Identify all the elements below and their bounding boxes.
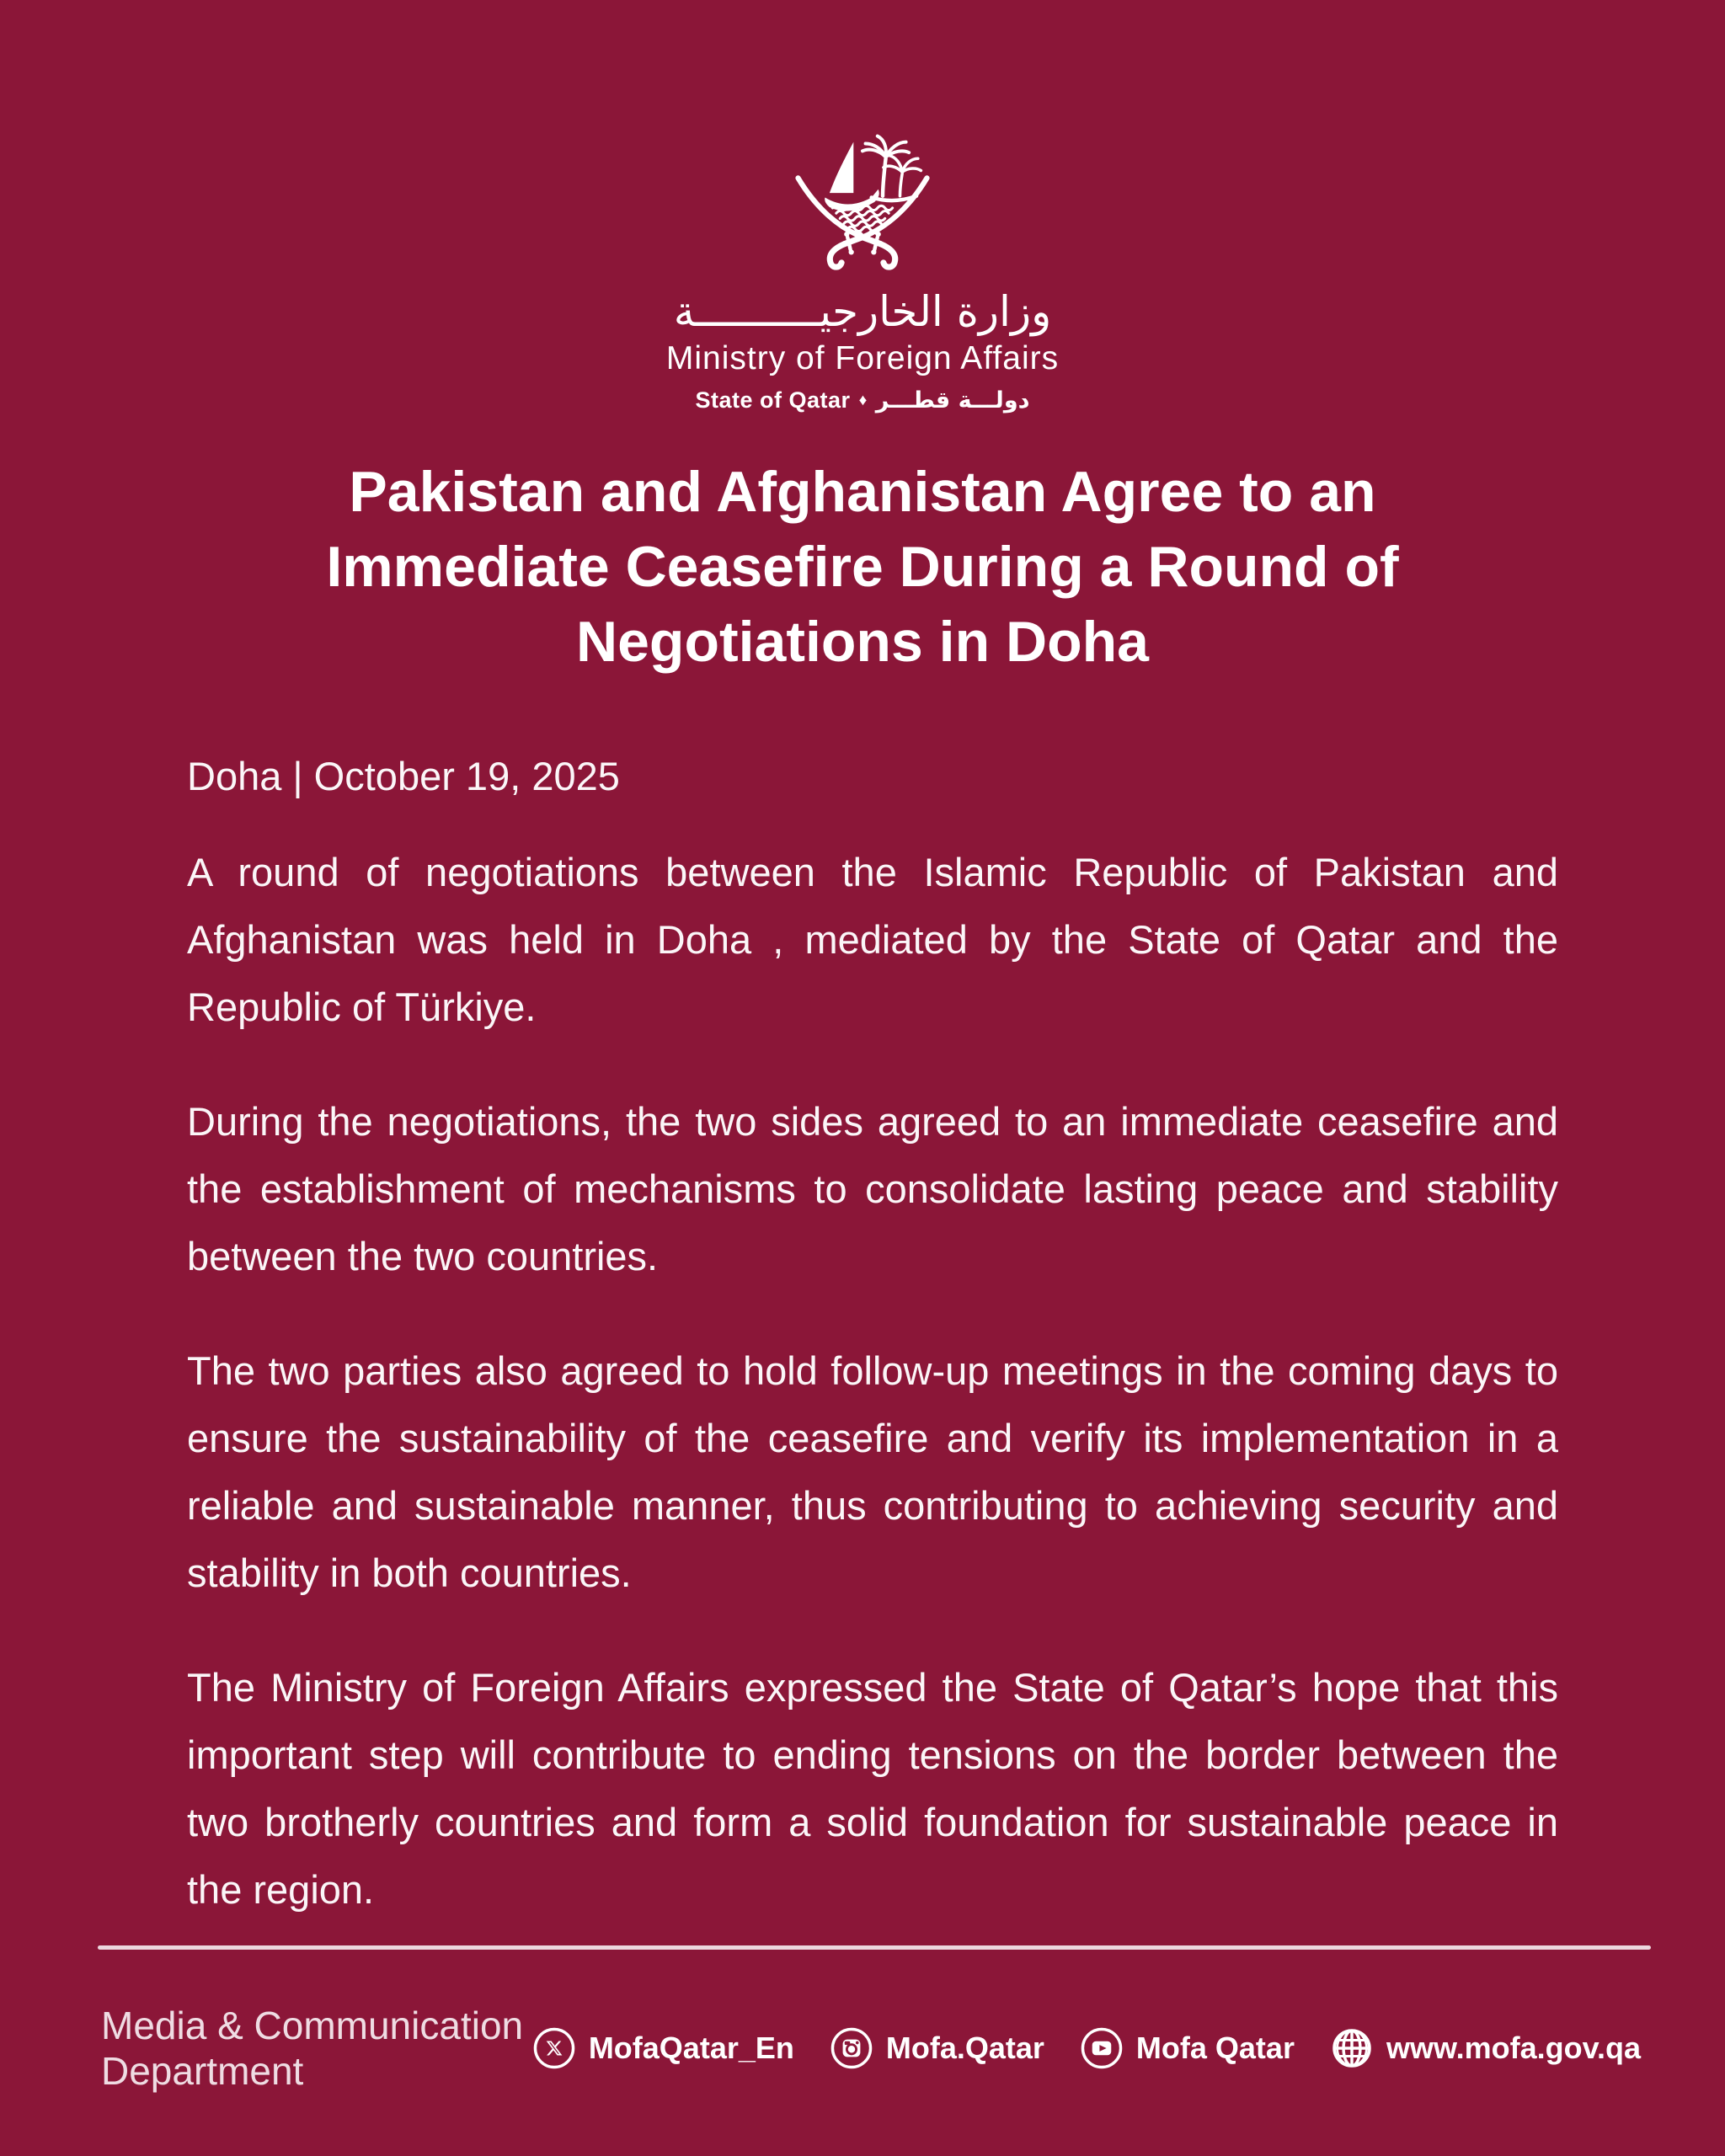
title-line-1: Pakistan and Afghanistan Agree to an bbox=[349, 460, 1376, 524]
title-line-3: Negotiations in Doha bbox=[576, 610, 1149, 674]
diamond-separator-icon: ♦ bbox=[858, 391, 868, 409]
ministry-name-english: Ministry of Foreign Affairs bbox=[665, 339, 1060, 376]
header bbox=[0, 133, 1725, 414]
department-label: Media & Communication Department bbox=[101, 2004, 524, 2093]
social-item-youtube bbox=[1080, 2026, 1295, 2070]
palm-trunk-icon bbox=[883, 158, 886, 195]
website-url: www.mofa.gov.qa bbox=[1386, 2031, 1641, 2065]
dateline: Doha | October 19, 2025 bbox=[187, 754, 620, 798]
state-of-qatar-line bbox=[0, 387, 1725, 414]
article-body bbox=[187, 743, 1558, 1971]
ministry-name-arabic: وزارة الخارجيــــــــــة bbox=[673, 287, 1052, 336]
footer bbox=[101, 2004, 1641, 2093]
state-of-qatar-english: State of Qatar bbox=[695, 387, 851, 413]
palm-trunk-icon bbox=[900, 173, 902, 196]
globe-icon bbox=[1330, 2026, 1374, 2070]
paragraph-4: The Ministry of Foreign Affairs expressed the State of Qatar’s hope that this important step will contribute to ending tensions on the border between the two brotherly countries and form a solid foundation for sustainable peace in the region. bbox=[187, 1665, 1558, 1912]
qatar-emblem-logo bbox=[788, 133, 937, 275]
youtube-handle: Mofa Qatar bbox=[1135, 2031, 1295, 2065]
x-glyph bbox=[546, 2041, 562, 2056]
dhow-sail-icon bbox=[830, 142, 853, 193]
sword-icon bbox=[862, 178, 927, 237]
page-title bbox=[248, 455, 1477, 680]
paragraph-3: The two parties also agreed to hold follow-up meetings in the coming days to ensure the sustainability of the ceasefire and verify its implementation in a reliable and sustainable manner, thus contributing to achieving security and stability in both countries. bbox=[187, 1348, 1558, 1595]
title-line-2: Immediate Ceasefire During a Round of bbox=[326, 535, 1399, 599]
social-item-instagram bbox=[830, 2026, 1044, 2070]
footer-divider bbox=[98, 1945, 1651, 1950]
paragraph-2: During the negotiations, the two sides agreed to an immediate ceasefire and the establishment of mechanisms to consolidate lasting peace and stability between the two countries. bbox=[187, 1099, 1558, 1278]
social-links bbox=[532, 2026, 1641, 2070]
social-item-website bbox=[1330, 2026, 1641, 2070]
state-of-qatar-arabic: دولـــة قطـــر bbox=[875, 387, 1030, 414]
paragraph-1: A round of negotiations between the Islamic Republic of Pakistan and Afghanistan was held in Doha , mediated by the State of Qatar and the Republic of Türkiye. bbox=[187, 850, 1558, 1029]
social-item-x bbox=[532, 2026, 794, 2070]
instagram-handle: Mofa.Qatar bbox=[885, 2031, 1044, 2065]
x-icon bbox=[532, 2026, 576, 2070]
x-handle: MofaQatar_En bbox=[588, 2031, 794, 2065]
youtube-icon bbox=[1080, 2026, 1124, 2070]
instagram-icon bbox=[830, 2026, 873, 2070]
